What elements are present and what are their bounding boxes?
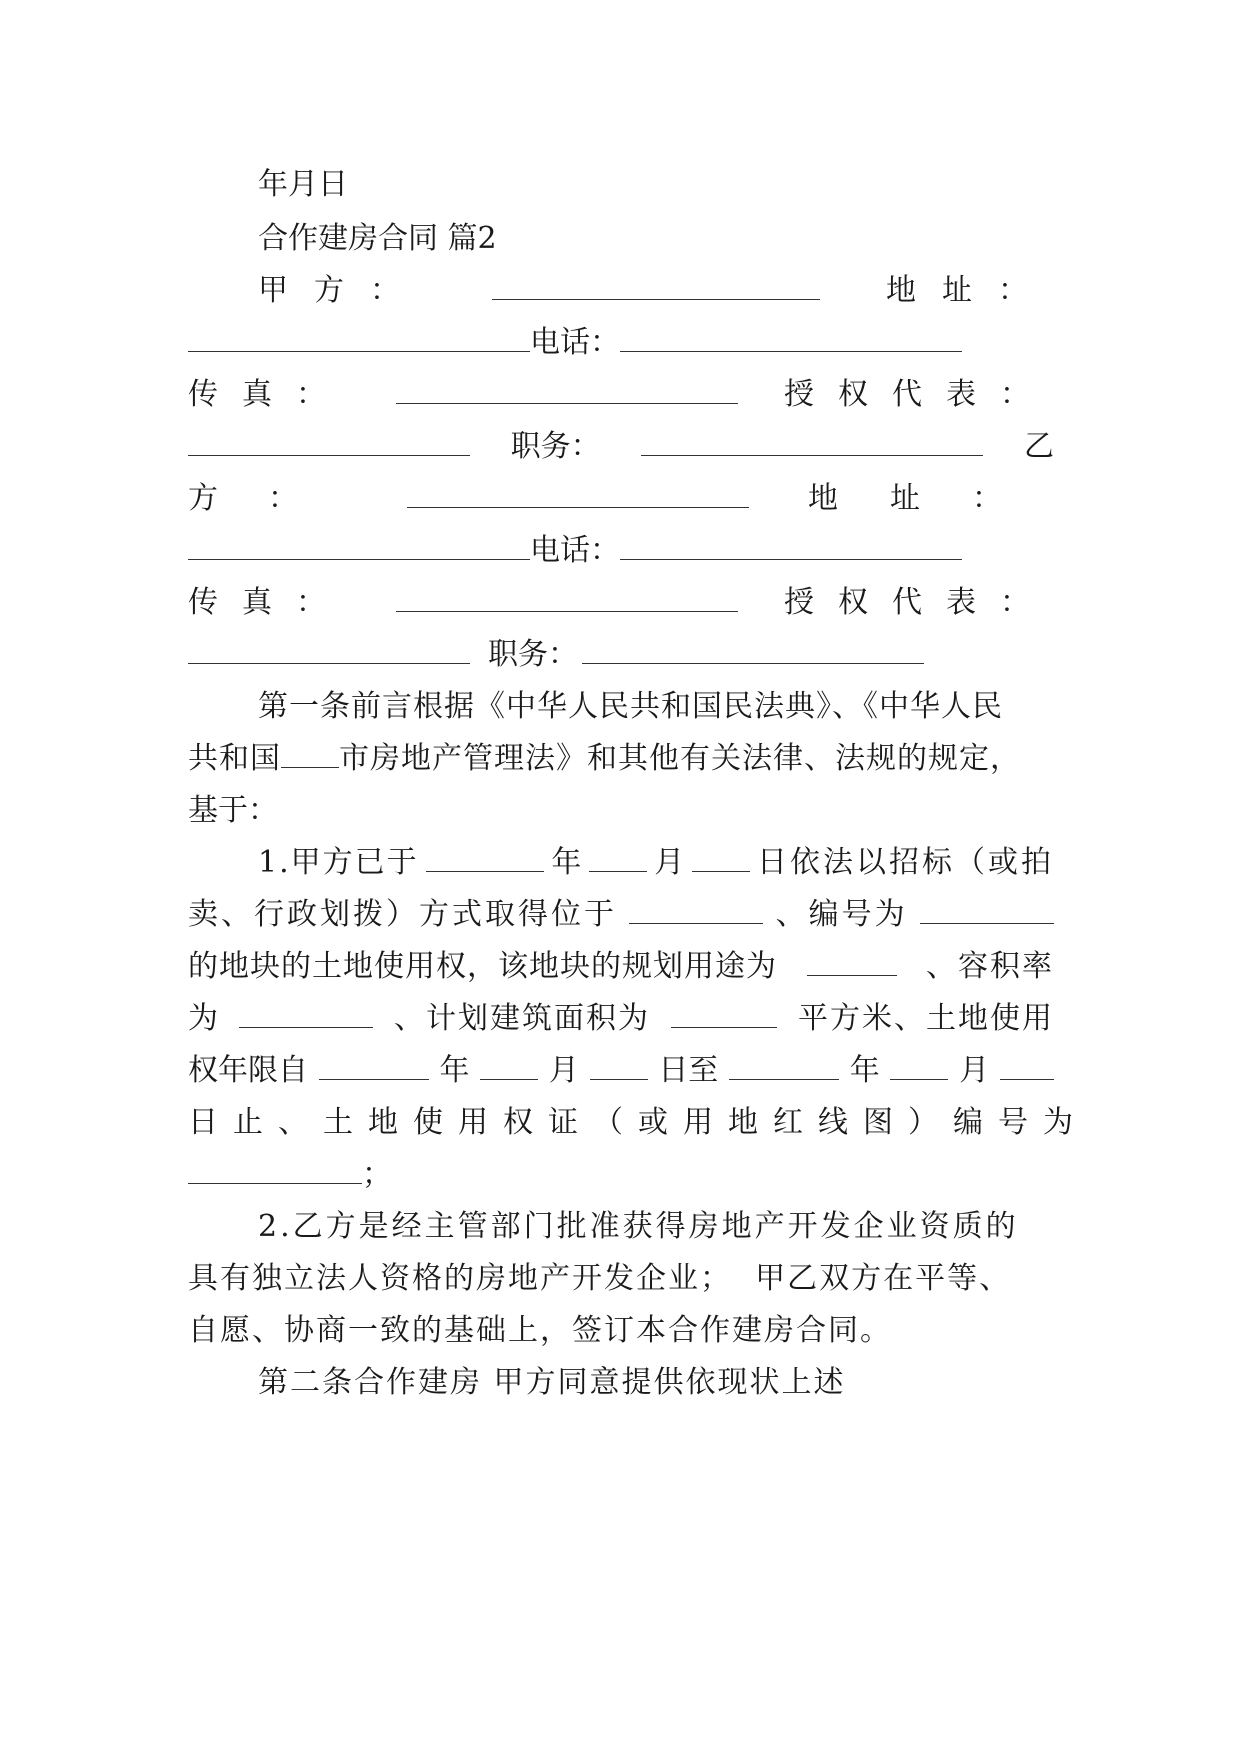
party-b-name-label: 方： [188, 481, 348, 516]
article-2-text-1: 第二条合作建房 甲方同意提供依现状上述 [258, 1365, 846, 1400]
party-a-title-row [188, 427, 1054, 467]
party-b-name-blank [407, 480, 749, 508]
item-1-text-p9: 为 [188, 1001, 218, 1036]
term-end-day-blank [1000, 1052, 1054, 1080]
item-2-text-1: 2.乙方是经主管部门批准获得房地产开发企业资质的 [258, 1209, 1019, 1244]
party-a-rep-blank [188, 428, 470, 456]
date-line [258, 165, 1054, 205]
party-a-rep-label: 授权代表： [784, 377, 1054, 412]
party-b-title-blank [582, 636, 924, 664]
party-a-title-blank [641, 428, 983, 456]
party-b-phone-row [188, 531, 1054, 571]
article-1-line-2 [188, 739, 1054, 779]
party-b-rep-blank [188, 636, 470, 664]
item-1-line-5 [188, 1051, 1054, 1091]
party-a-phone-label: 电话： [530, 325, 620, 360]
city-blank [281, 740, 339, 768]
item-1-line-4 [188, 999, 1054, 1039]
plot-ratio-blank [239, 1000, 373, 1028]
item-2-line-3 [188, 1311, 1054, 1351]
item-1-text-p14: 月 [548, 1053, 579, 1088]
location-blank [629, 896, 763, 924]
item-1-text-p18: 日止、土地使用权证（或用地红线图）编号为 [188, 1105, 1088, 1140]
item-1-text-p1: 1.甲方已于 [258, 845, 419, 880]
item-1-text-p12: 权年限自 [188, 1053, 308, 1088]
acquire-month-blank [589, 844, 647, 872]
party-b-title-row [188, 635, 1054, 675]
parcel-number-blank [920, 896, 1054, 924]
party-a-phone-row [188, 323, 1054, 363]
item-1-text-p2: 年 [551, 845, 582, 880]
party-a-address-label: 地址： [886, 273, 1054, 308]
article-1-text-1: 第一条前言根据《中华人民共和国民法典》、《中华人民 [258, 689, 1003, 724]
party-b-fax-blank [396, 584, 738, 612]
item-1-text-p4: 日依法以招标（或拍 [756, 845, 1054, 880]
party-b-phone-blank [620, 532, 962, 560]
item-1-text-p17: 月 [959, 1053, 990, 1088]
heading-text: 合作建房合同 篇2 [258, 221, 497, 256]
item-1-text-p6: 、编号为 [775, 897, 908, 932]
item-1-text-p3: 月 [654, 845, 685, 880]
item-2-line-2 [188, 1259, 1054, 1299]
party-a-phone-blank [620, 324, 962, 352]
item-1-text-p10: 、计划建筑面积为 [394, 1001, 650, 1036]
party-a-fax-label: 传真： [188, 377, 350, 412]
party-a-fax-blank [396, 376, 738, 404]
party-b-fax-label: 传真： [188, 585, 350, 620]
article-1-text-2b: 市房地产管理法》和其他有关法律、法规的规定， [339, 741, 1021, 776]
party-b-phone-label: 电话： [530, 533, 620, 568]
article-1-text-3: 基于： [188, 793, 278, 828]
party-a-fax-row [188, 375, 1054, 415]
term-end-month-blank [890, 1052, 948, 1080]
item-2-line-1 [258, 1207, 1054, 1247]
party-b-address-label: 地址： [808, 481, 1054, 516]
item-1-text-p5: 卖、行政划拨）方式取得位于 [188, 897, 617, 932]
article-1-text-2a: 共和国 [188, 741, 281, 776]
term-end-year-blank [729, 1052, 839, 1080]
item-1-text-p8: 、容积率 [926, 949, 1054, 984]
party-b-fax-row [188, 583, 1054, 623]
item-2-text-2: 具有独立法人资格的房地产开发企业； 甲乙双方在平等、 [188, 1261, 1012, 1296]
item-1-line-3 [188, 947, 1054, 987]
item-1-line-1 [258, 843, 1054, 883]
item-1-text-p7: 的地块的土地使用权，该地块的规划用途为 [188, 949, 777, 984]
floor-area-blank [671, 1000, 777, 1028]
term-start-month-blank [480, 1052, 538, 1080]
land-use-blank [807, 948, 897, 976]
item-1-line-6 [188, 1103, 1088, 1143]
party-b-first-char: 乙 [1023, 429, 1054, 464]
acquire-year-blank [426, 844, 544, 872]
party-a-name-label: 甲方： [258, 273, 426, 308]
item-1-text-p13: 年 [439, 1053, 470, 1088]
article-1-line-1 [258, 687, 1054, 727]
item-1-text-p16: 年 [849, 1053, 880, 1088]
party-b-title-label: 职务： [488, 637, 578, 672]
date-text: 年月日 [258, 167, 348, 202]
article-1-line-3 [188, 791, 1054, 831]
party-a-title-label: 职务： [510, 429, 601, 464]
acquire-day-blank [692, 844, 750, 872]
party-a-name-blank [492, 272, 820, 300]
item-1-line-7 [188, 1155, 1054, 1195]
article-2-line-1 [258, 1363, 1054, 1403]
contract-heading [258, 219, 1054, 259]
item-2-text-3: 自愿、协商一致的基础上，签订本合作建房合同。 [188, 1313, 892, 1348]
party-a-address-blank [188, 324, 530, 352]
item-1-text-p19: ； [362, 1157, 392, 1192]
party-b-rep-label: 授权代表： [784, 585, 1054, 620]
item-1-line-2 [188, 895, 1054, 935]
party-b-address-blank [188, 532, 530, 560]
item-1-text-p11: 平方米、土地使用 [798, 1001, 1054, 1036]
term-start-day-blank [590, 1052, 648, 1080]
party-b-name-row [188, 479, 1054, 519]
item-1-text-p15: 日至 [658, 1053, 719, 1088]
party-a-name-row [258, 271, 1054, 311]
term-start-year-blank [319, 1052, 429, 1080]
certificate-number-blank [188, 1156, 362, 1184]
